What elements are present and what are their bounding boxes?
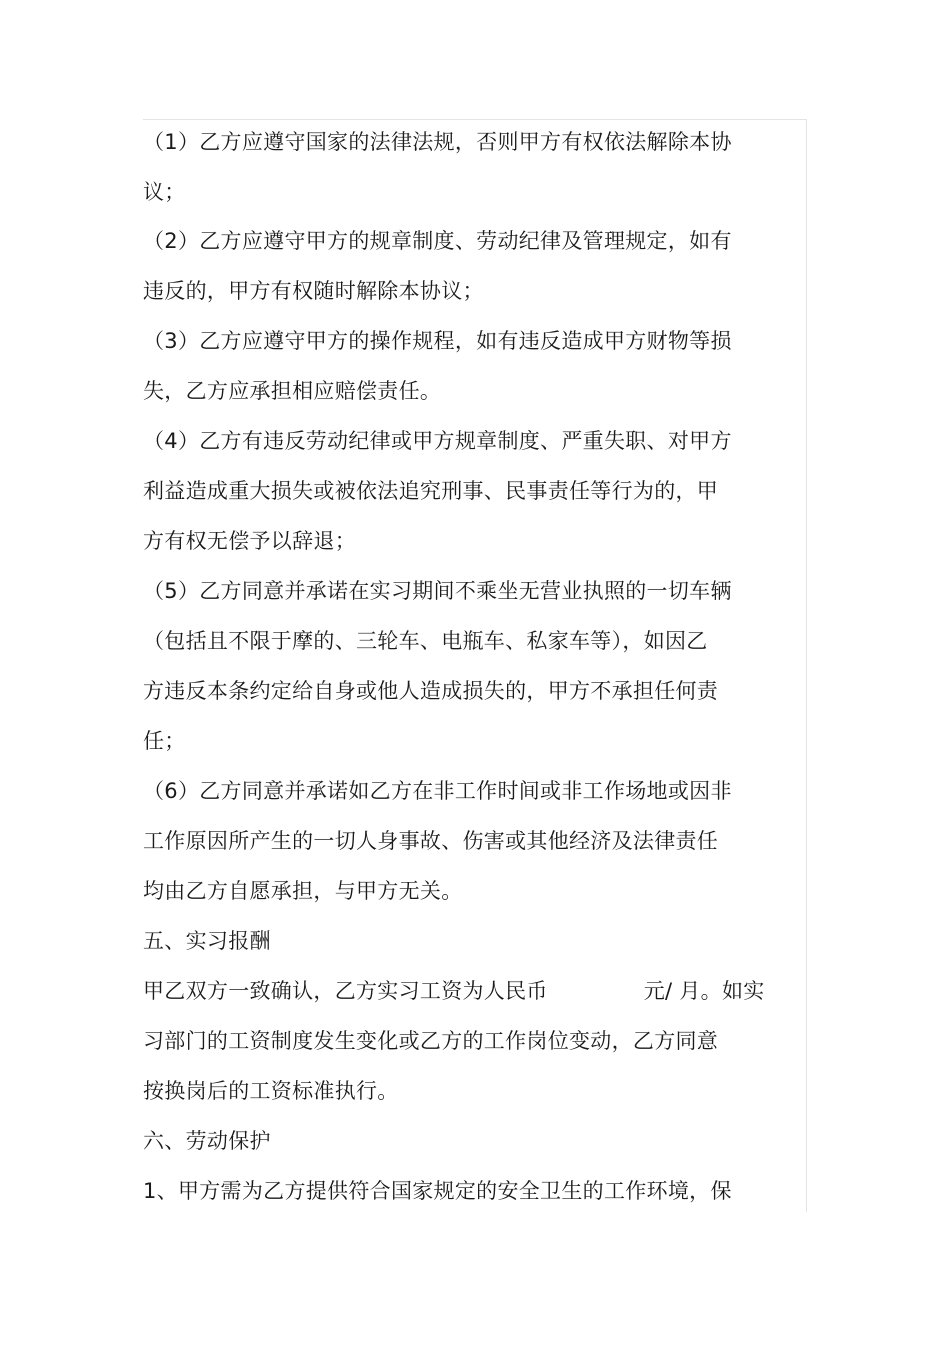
text-line: 利益造成重大损失或被依法追究刑事、民事责任等行为的，甲 xyxy=(143,479,719,503)
text-line: （3）乙方应遵守甲方的操作规程，如有违反造成甲方财物等损 xyxy=(143,329,732,353)
text-line: 失，乙方应承担相应赔偿责任。 xyxy=(143,379,442,403)
text-line: 按换岗后的工资标准执行。 xyxy=(143,1079,399,1103)
salary-text-before: 甲乙双方一致确认，乙方实习工资为人民币 xyxy=(143,979,548,1003)
text-line: 方违反本条约定给自身或他人造成损失的，甲方不承担任何责 xyxy=(143,679,719,703)
section-heading: 六、劳动保护 xyxy=(143,1129,271,1153)
text-line: （5）乙方同意并承诺在实习期间不乘坐无营业执照的一切车辆 xyxy=(143,579,732,603)
section-heading: 五、实习报酬 xyxy=(143,929,271,953)
text-line: 均由乙方自愿承担，与甲方无关。 xyxy=(143,879,463,903)
text-line: 习部门的工资制度发生变化或乙方的工作岗位变动，乙方同意 xyxy=(143,1029,719,1053)
text-line: 方有权无偿予以辞退； xyxy=(143,529,356,553)
text-line: 违反的，甲方有权随时解除本协议； xyxy=(143,279,484,303)
text-line: （4）乙方有违反劳动纪律或甲方规章制度、严重失职、对甲方 xyxy=(143,429,732,453)
text-line: 工作原因所产生的一切人身事故、伤害或其他经济及法律责任 xyxy=(143,829,719,853)
text-line: 任； xyxy=(143,729,186,753)
text-line: （1）乙方应遵守国家的法律法规，否则甲方有权依法解除本协 xyxy=(143,130,732,154)
text-line: 1、甲方需为乙方提供符合国家规定的安全卫生的工作环境，保 xyxy=(143,1179,732,1203)
text-line: 议； xyxy=(143,180,186,204)
text-line: （包括且不限于摩的、三轮车、电瓶车、私家车等），如因乙 xyxy=(143,629,708,653)
text-line: （2）乙方应遵守甲方的规章制度、劳动纪律及管理规定，如有 xyxy=(143,229,732,253)
text-line: （6）乙方同意并承诺如乙方在非工作时间或非工作场地或因非 xyxy=(143,779,732,803)
salary-line xyxy=(143,978,765,1004)
salary-text-after: 元/ 月。如实 xyxy=(643,979,765,1003)
